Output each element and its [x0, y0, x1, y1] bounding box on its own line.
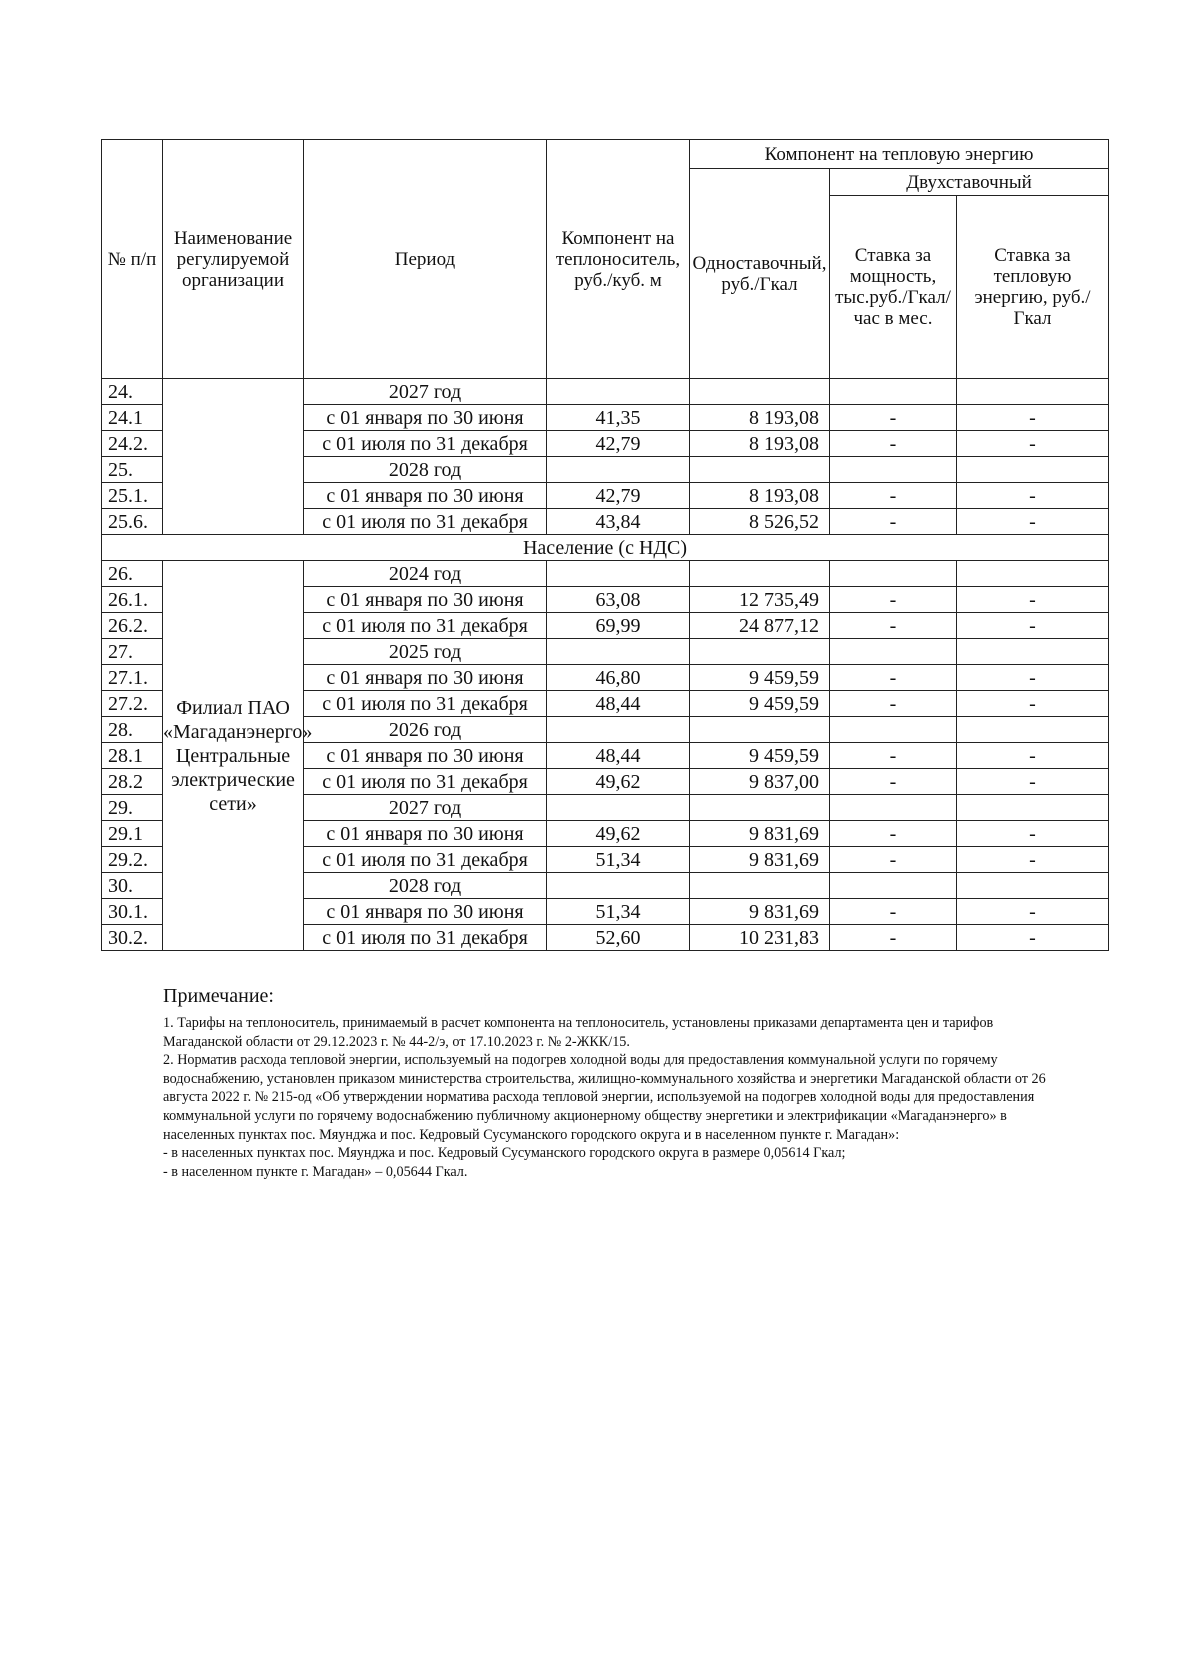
- header-coolant: Компонент на теплоноситель, руб./куб. м: [547, 140, 690, 379]
- row-energy-rate-value: [957, 873, 1109, 899]
- row-period: с 01 января по 30 июня: [304, 743, 547, 769]
- row-capacity-rate-value: -: [830, 509, 957, 535]
- row-capacity-rate-value: -: [830, 405, 957, 431]
- row-energy-rate-value: -: [957, 613, 1109, 639]
- row-number: 29.1: [102, 821, 163, 847]
- row-coolant-value: [547, 639, 690, 665]
- row-capacity-rate-value: -: [830, 613, 957, 639]
- row-single-rate-value: [690, 717, 830, 743]
- row-period: с 01 июля по 31 декабря: [304, 925, 547, 951]
- row-coolant-value: 42,79: [547, 483, 690, 509]
- org-name: Филиал ПАО «Магаданэнерго» Центральные электрические сети»: [163, 561, 304, 951]
- row-energy-rate-value: -: [957, 665, 1109, 691]
- row-number: 26.2.: [102, 613, 163, 639]
- row-number: 28.1: [102, 743, 163, 769]
- row-single-rate-value: 12 735,49: [690, 587, 830, 613]
- row-number: 25.: [102, 457, 163, 483]
- row-capacity-rate-value: [830, 795, 957, 821]
- row-capacity-rate-value: -: [830, 431, 957, 457]
- row-single-rate-value: 10 231,83: [690, 925, 830, 951]
- row-capacity-rate-value: -: [830, 925, 957, 951]
- row-coolant-value: [547, 457, 690, 483]
- row-single-rate-value: 8 193,08: [690, 483, 830, 509]
- row-single-rate-value: 9 459,59: [690, 743, 830, 769]
- row-coolant-value: 51,34: [547, 847, 690, 873]
- row-capacity-rate-value: [830, 457, 957, 483]
- row-period: с 01 июля по 31 декабря: [304, 769, 547, 795]
- row-energy-rate-value: -: [957, 405, 1109, 431]
- row-single-rate-value: 9 837,00: [690, 769, 830, 795]
- row-coolant-value: 69,99: [547, 613, 690, 639]
- row-capacity-rate-value: -: [830, 483, 957, 509]
- row-single-rate-value: 8 526,52: [690, 509, 830, 535]
- row-capacity-rate-value: -: [830, 743, 957, 769]
- row-number: 26.: [102, 561, 163, 587]
- note-item: - в населенных пунктах пос. Мяунджа и пос. Кедровый Сусуманского городского округа в размере 0,05614 Гкал;: [163, 1145, 846, 1162]
- row-number: 26.1.: [102, 587, 163, 613]
- row-period: с 01 января по 30 июня: [304, 665, 547, 691]
- row-number: 29.2.: [102, 847, 163, 873]
- row-number: 25.1.: [102, 483, 163, 509]
- row-period: с 01 июля по 31 декабря: [304, 613, 547, 639]
- row-energy-rate-value: [957, 717, 1109, 743]
- row-period: с 01 июля по 31 декабря: [304, 509, 547, 535]
- row-single-rate-value: [690, 639, 830, 665]
- row-energy-rate-value: -: [957, 431, 1109, 457]
- row-period: 2028 год: [304, 457, 547, 483]
- note-item: 2. Норматив расхода тепловой энергии, используемый на подогрев холодной воды для предоставления коммунальной услуги по горячему водоснабжению, установлен приказом министерства строительства, жилищно-коммунального хозяйства и энергетики Магаданской области от 26 августа 2022 г. № 215-од «Об утверждении норматива расхода тепловой энергии, используемой на подогрев холодной воды для предоставления коммунальной услуги по горячему водоснабжению публичному акционерному обществу энергетики и электрификации «Магаданэнерго» в населенных пунктах пос. Мяунджа и пос. Кедровый Сусуманского городского округа и в населенном пункте г. Магадан»:: [163, 1052, 1046, 1143]
- row-energy-rate-value: -: [957, 821, 1109, 847]
- row-single-rate-value: 8 193,08: [690, 431, 830, 457]
- row-coolant-value: 48,44: [547, 691, 690, 717]
- notes-section: [163, 985, 1063, 1181]
- row-single-rate-value: [690, 457, 830, 483]
- row-period: с 01 января по 30 июня: [304, 483, 547, 509]
- row-period: 2024 год: [304, 561, 547, 587]
- row-coolant-value: 46,80: [547, 665, 690, 691]
- row-energy-rate-value: -: [957, 691, 1109, 717]
- row-capacity-rate-value: [830, 379, 957, 405]
- org-name: [163, 379, 304, 535]
- row-coolant-value: [547, 873, 690, 899]
- row-coolant-value: 49,62: [547, 769, 690, 795]
- row-coolant-value: 43,84: [547, 509, 690, 535]
- row-period: с 01 января по 30 июня: [304, 821, 547, 847]
- row-capacity-rate-value: -: [830, 665, 957, 691]
- row-energy-rate-value: -: [957, 483, 1109, 509]
- section-row: [102, 535, 1109, 561]
- row-single-rate-value: 9 831,69: [690, 821, 830, 847]
- row-capacity-rate-value: -: [830, 821, 957, 847]
- row-coolant-value: 52,60: [547, 925, 690, 951]
- row-coolant-value: [547, 795, 690, 821]
- row-coolant-value: 42,79: [547, 431, 690, 457]
- row-single-rate-value: 24 877,12: [690, 613, 830, 639]
- row-single-rate-value: [690, 561, 830, 587]
- header-period: Период: [304, 140, 547, 379]
- row-period: 2025 год: [304, 639, 547, 665]
- row-energy-rate-value: [957, 379, 1109, 405]
- row-number: 29.: [102, 795, 163, 821]
- row-capacity-rate-value: [830, 561, 957, 587]
- row-number: 27.1.: [102, 665, 163, 691]
- header-org: Наименование регулируемой организации: [163, 140, 304, 379]
- header-two-rate: Двухставочный: [830, 169, 1109, 196]
- row-capacity-rate-value: -: [830, 899, 957, 925]
- row-number: 24.: [102, 379, 163, 405]
- row-energy-rate-value: -: [957, 509, 1109, 535]
- note-item: 1. Тарифы на теплоноситель, принимаемый в расчет компонента на теплоноситель, установлены приказами департамента цен и тарифов Магаданской области от 29.12.2023 г. № 44-2/э, от 17.10.2023 г. № 2-ЖКК/15.: [163, 1015, 994, 1050]
- row-energy-rate-value: -: [957, 847, 1109, 873]
- row-single-rate-value: 9 831,69: [690, 847, 830, 873]
- row-single-rate-value: [690, 873, 830, 899]
- row-number: 24.2.: [102, 431, 163, 457]
- row-energy-rate-value: [957, 795, 1109, 821]
- row-period: с 01 января по 30 июня: [304, 587, 547, 613]
- row-single-rate-value: 9 459,59: [690, 665, 830, 691]
- row-coolant-value: 49,62: [547, 821, 690, 847]
- row-number: 27.2.: [102, 691, 163, 717]
- row-number: 28.: [102, 717, 163, 743]
- row-number: 24.1: [102, 405, 163, 431]
- row-period: 2026 год: [304, 717, 547, 743]
- row-coolant-value: 51,34: [547, 899, 690, 925]
- row-energy-rate-value: -: [957, 899, 1109, 925]
- row-energy-rate-value: [957, 561, 1109, 587]
- row-number: 30.: [102, 873, 163, 899]
- row-period: с 01 июля по 31 декабря: [304, 847, 547, 873]
- row-coolant-value: 63,08: [547, 587, 690, 613]
- row-capacity-rate-value: [830, 639, 957, 665]
- row-period: с 01 января по 30 июня: [304, 899, 547, 925]
- row-capacity-rate-value: -: [830, 587, 957, 613]
- row-capacity-rate-value: [830, 873, 957, 899]
- row-single-rate-value: 9 459,59: [690, 691, 830, 717]
- table-row: [102, 379, 1109, 405]
- row-number: 27.: [102, 639, 163, 665]
- header-energy-rate: Ставка за тепловую энергию, руб./Гкал: [957, 196, 1109, 379]
- section-title: Население (с НДС): [102, 535, 1109, 561]
- row-energy-rate-value: -: [957, 587, 1109, 613]
- row-single-rate-value: 8 193,08: [690, 405, 830, 431]
- row-single-rate-value: [690, 795, 830, 821]
- row-period: с 01 июля по 31 декабря: [304, 691, 547, 717]
- row-coolant-value: [547, 379, 690, 405]
- row-period: с 01 января по 30 июня: [304, 405, 547, 431]
- table-row: [102, 561, 1109, 587]
- notes-list: [163, 1014, 1063, 1181]
- row-capacity-rate-value: -: [830, 769, 957, 795]
- row-number: 30.2.: [102, 925, 163, 951]
- row-energy-rate-value: -: [957, 925, 1109, 951]
- header-single-rate: Одноставочный, руб./Гкал: [690, 169, 830, 379]
- row-number: 28.2: [102, 769, 163, 795]
- row-capacity-rate-value: -: [830, 691, 957, 717]
- table-body: [102, 379, 1109, 951]
- row-period: с 01 июля по 31 декабря: [304, 431, 547, 457]
- row-coolant-value: 48,44: [547, 743, 690, 769]
- row-energy-rate-value: -: [957, 769, 1109, 795]
- row-number: 25.6.: [102, 509, 163, 535]
- row-single-rate-value: 9 831,69: [690, 899, 830, 925]
- header-capacity-rate: Ставка за мощность, тыс.руб./Гкал/час в мес.: [830, 196, 957, 379]
- row-coolant-value: 41,35: [547, 405, 690, 431]
- row-period: 2027 год: [304, 795, 547, 821]
- row-energy-rate-value: -: [957, 743, 1109, 769]
- notes-title: Примечание:: [163, 985, 274, 1007]
- header-heat-group: Компонент на тепловую энергию: [690, 140, 1109, 169]
- table-header: [102, 140, 1109, 379]
- row-energy-rate-value: [957, 639, 1109, 665]
- row-coolant-value: [547, 717, 690, 743]
- row-single-rate-value: [690, 379, 830, 405]
- tariff-table: [101, 139, 1109, 951]
- row-capacity-rate-value: -: [830, 847, 957, 873]
- row-number: 30.1.: [102, 899, 163, 925]
- row-capacity-rate-value: [830, 717, 957, 743]
- note-item: - в населенном пункте г. Магадан» – 0,05644 Гкал.: [163, 1163, 468, 1180]
- row-period: 2028 год: [304, 873, 547, 899]
- header-num: № п/п: [102, 140, 163, 379]
- row-period: 2027 год: [304, 379, 547, 405]
- row-coolant-value: [547, 561, 690, 587]
- row-energy-rate-value: [957, 457, 1109, 483]
